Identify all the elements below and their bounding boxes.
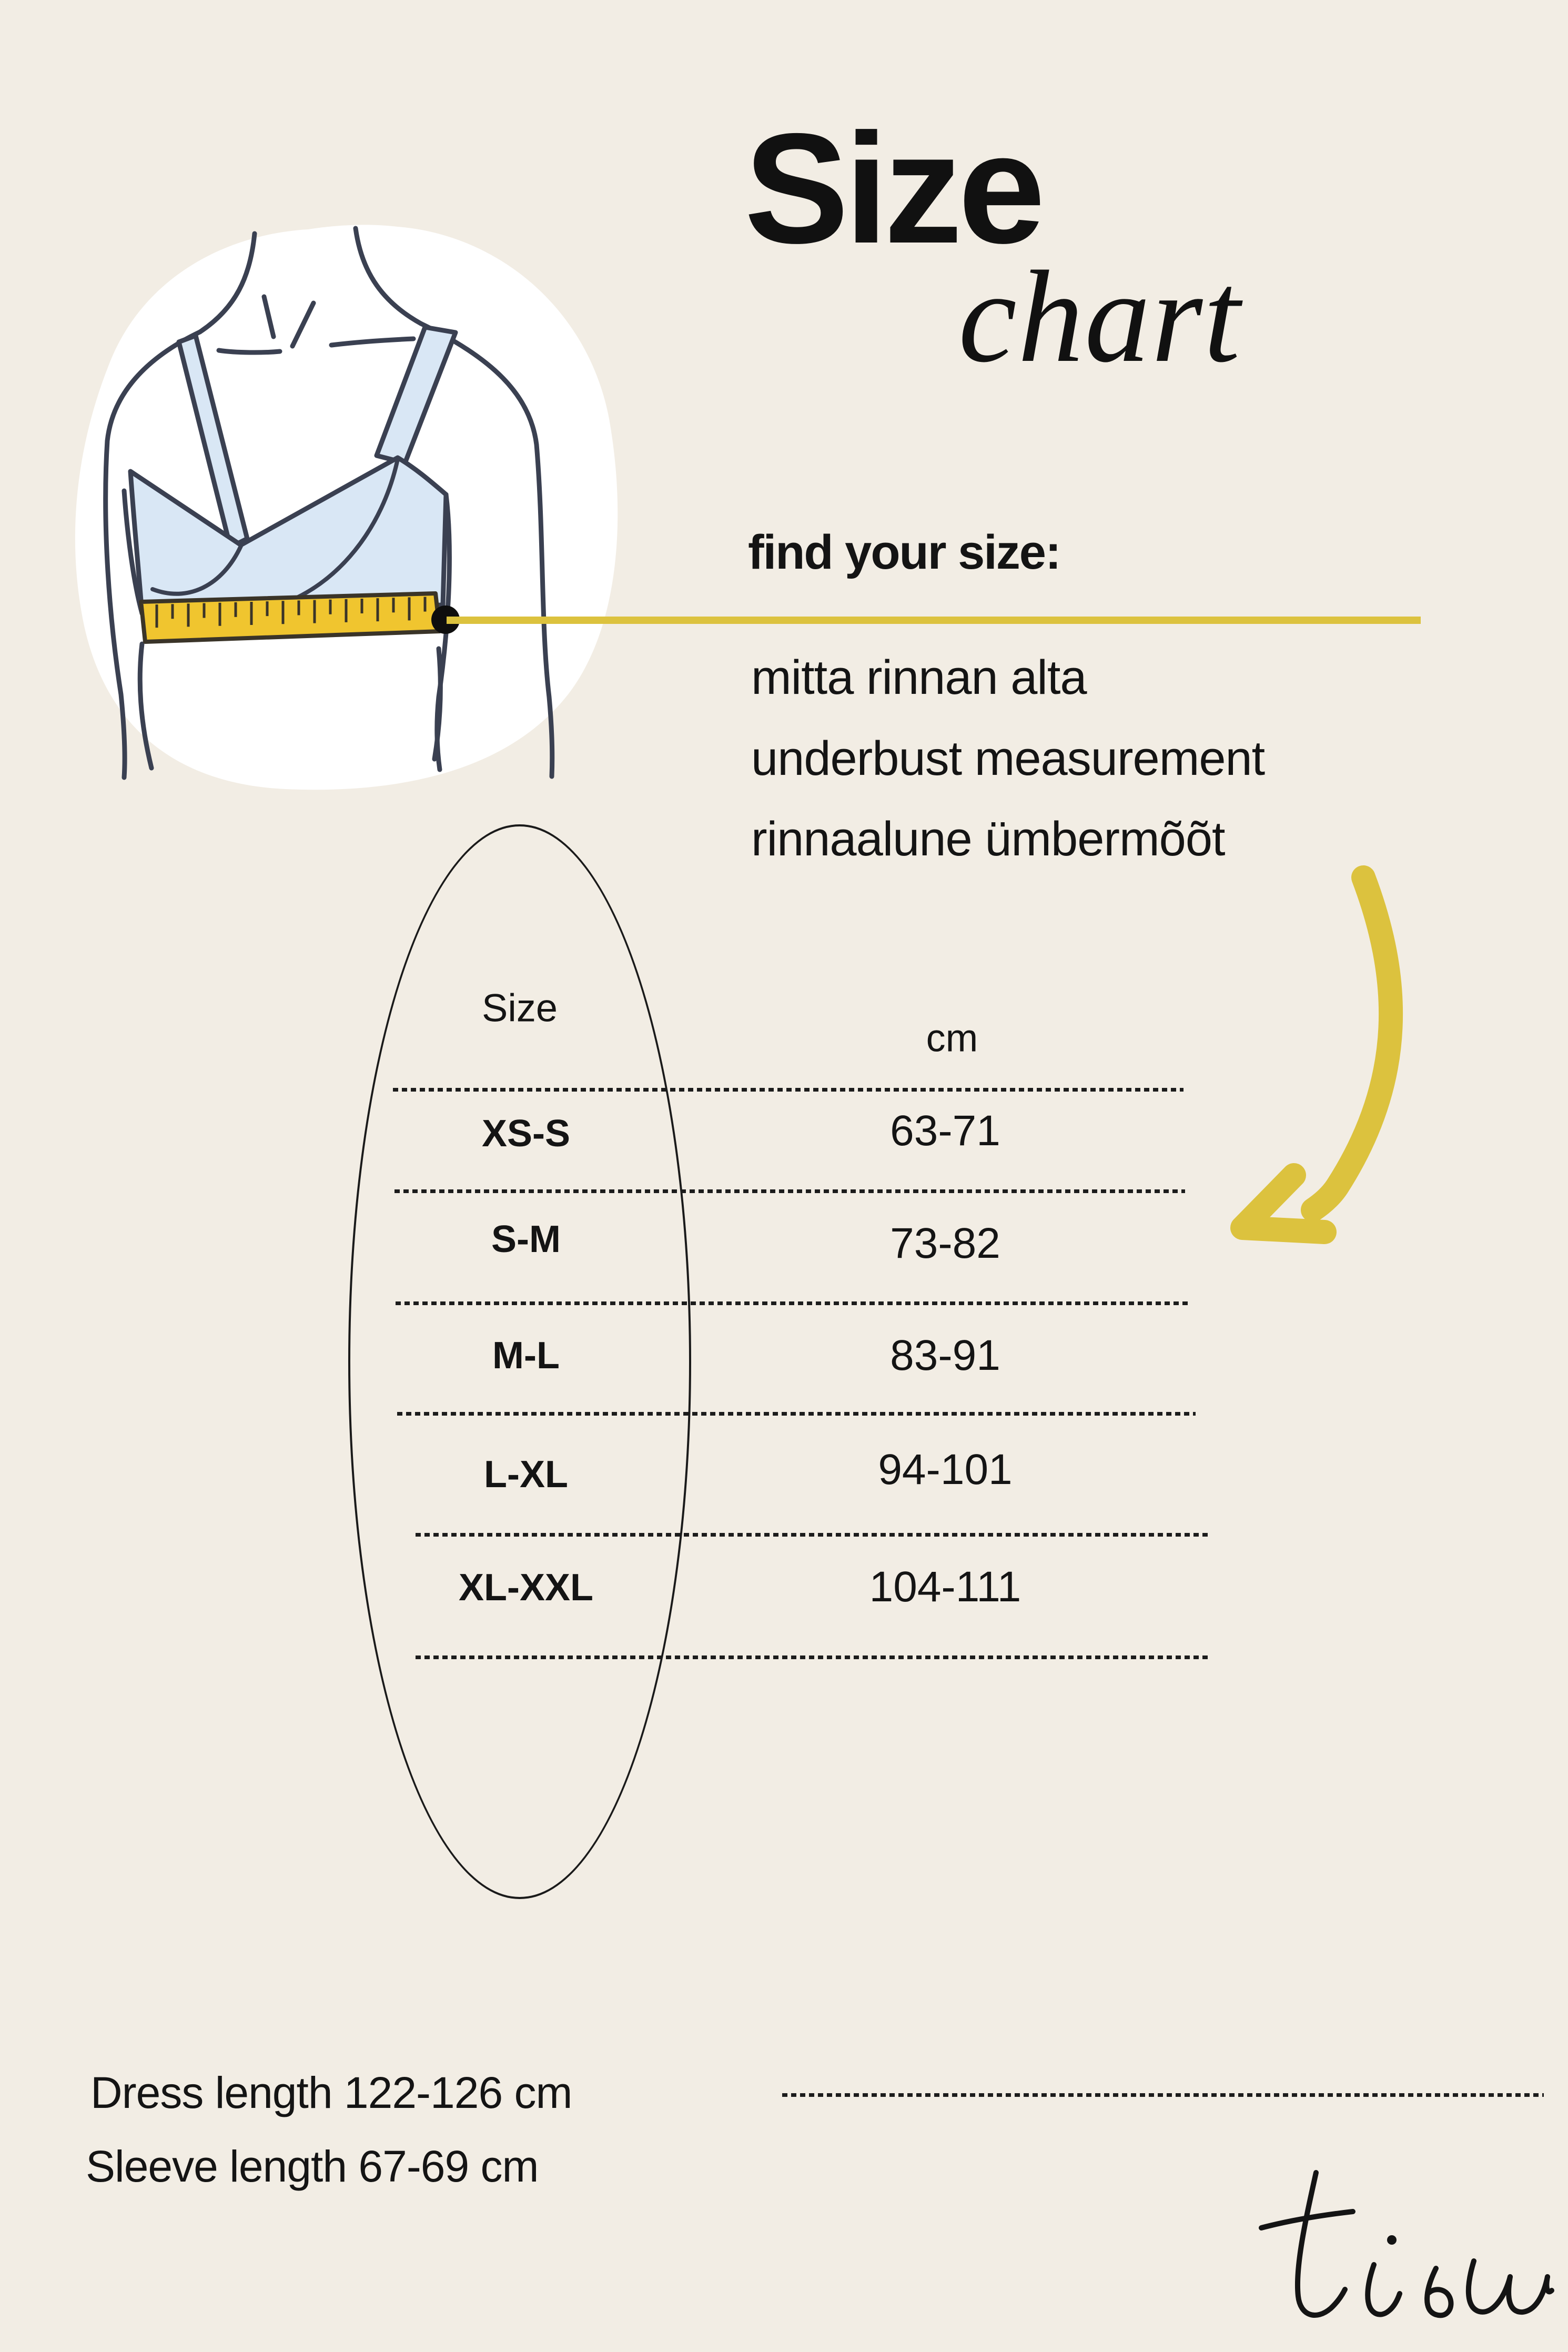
brand-logo	[1236, 2157, 1552, 2346]
table-row-value: 83-91	[890, 1331, 1000, 1379]
row-divider	[397, 1412, 1196, 1416]
row-divider	[416, 1533, 1210, 1537]
page-title: Size	[744, 101, 1041, 276]
table-row-label: XS-S	[481, 1113, 571, 1155]
measurement-label-fi: mitta rinnan alta	[751, 651, 1087, 704]
column-header-cm: cm	[926, 1016, 978, 1060]
measurement-label-et: rinnaalune ümbermõõt	[751, 812, 1225, 866]
row-divider	[396, 1301, 1188, 1305]
footer-divider	[782, 2093, 1544, 2097]
table-row-value: 73-82	[890, 1219, 1000, 1267]
table-row-label: M-L	[492, 1335, 560, 1377]
table-row-label: L-XL	[484, 1453, 568, 1496]
curved-arrow-icon	[1210, 851, 1431, 1251]
table-row-value: 94-101	[878, 1446, 1013, 1493]
column-header-size: Size	[482, 986, 558, 1030]
table-row-label: XL-XXL	[458, 1567, 594, 1609]
sleeve-length-note: Sleeve length 67-69 cm	[86, 2142, 539, 2191]
dress-length-note: Dress length 122-126 cm	[90, 2068, 572, 2117]
row-divider	[393, 1088, 1183, 1092]
bra-underbust-measuring-tape-illustration	[62, 220, 631, 810]
table-row-label: S-M	[491, 1218, 561, 1260]
i-dot	[1387, 2235, 1397, 2245]
row-divider	[394, 1189, 1185, 1193]
underbust-connector-line	[447, 617, 1421, 624]
measuring-tape	[141, 593, 440, 642]
row-divider	[416, 1656, 1211, 1659]
table-row-value: 63-71	[890, 1107, 1000, 1155]
measurement-label-en: underbust measurement	[751, 732, 1265, 785]
page-subtitle: chart	[958, 244, 1241, 390]
table-row-value: 104-111	[869, 1563, 1021, 1611]
find-your-size-heading: find your size:	[748, 526, 1060, 579]
